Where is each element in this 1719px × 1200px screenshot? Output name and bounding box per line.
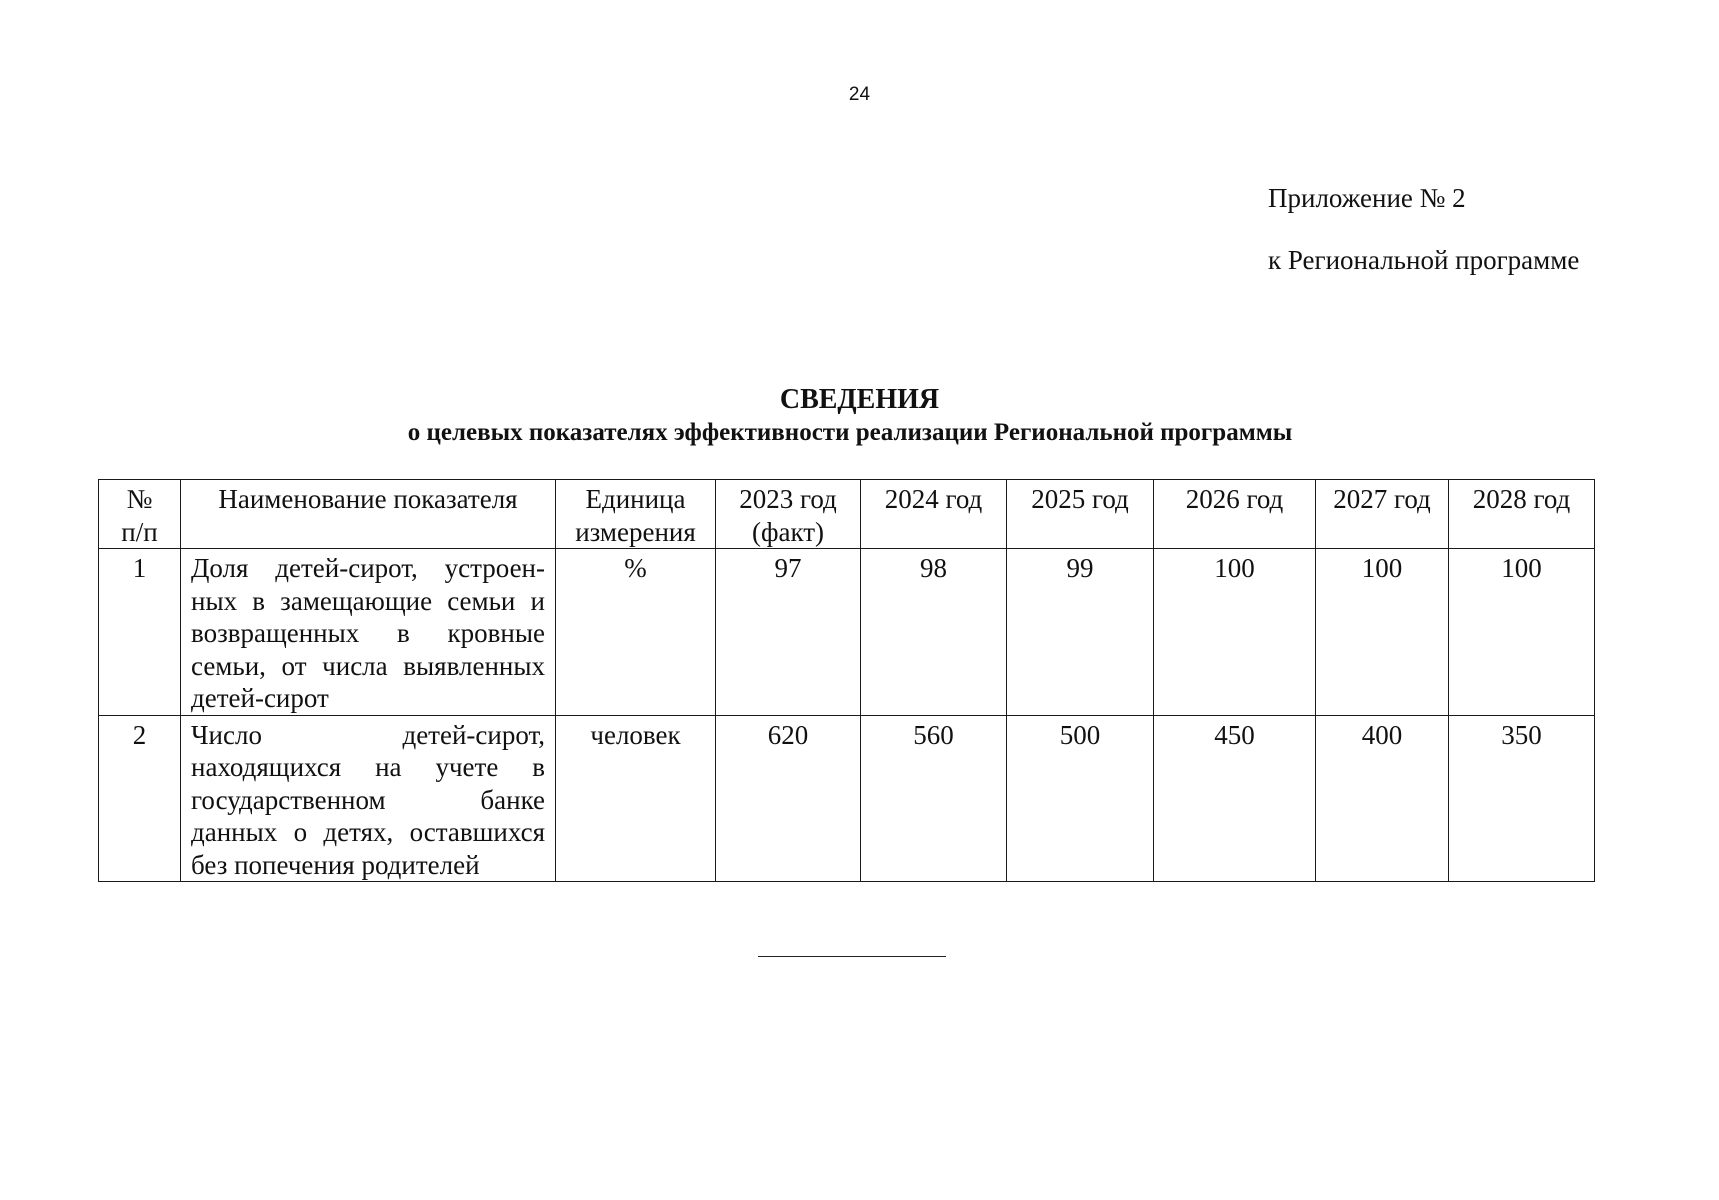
row-indicator-name: Число детей-сирот, находящихся на учете в государственном банке данных о детях, оставшихся без попечения родителей [181, 715, 556, 882]
appendix-number: Приложение № 2 [1268, 183, 1466, 213]
row-value-2025: 500 [1007, 715, 1154, 882]
header-num-symbol: № [126, 484, 153, 514]
table-row [99, 715, 1595, 882]
row-value-2026: 450 [1154, 715, 1316, 882]
row-num: 2 [99, 715, 181, 882]
header-unit [556, 480, 716, 549]
row-value-2025: 99 [1007, 549, 1154, 716]
header-2023-year: 2023 год [739, 484, 837, 514]
header-2027: 2027 год [1316, 480, 1449, 549]
row-value-2023: 97 [716, 549, 861, 716]
appendix-program: к Региональной программе [1268, 245, 1580, 275]
header-2023-note: (факт) [751, 516, 825, 547]
row-value-2027: 100 [1316, 549, 1449, 716]
row-value-2023: 620 [716, 715, 861, 882]
document-title: СВЕДЕНИЯ [779, 384, 940, 415]
row-value-2024: 560 [861, 715, 1007, 882]
row-unit: % [556, 549, 716, 716]
header-2026: 2026 год [1154, 480, 1316, 549]
page-number: 24 [848, 84, 871, 105]
table-header-row [99, 480, 1595, 549]
row-unit: человек [556, 715, 716, 882]
table-row [99, 549, 1595, 716]
row-value-2026: 100 [1154, 549, 1316, 716]
appendix-reference [1268, 184, 1579, 274]
header-2024: 2024 год [861, 480, 1007, 549]
header-2023 [716, 480, 861, 549]
header-2028: 2028 год [1449, 480, 1595, 549]
header-unit-line2: измерения [575, 516, 696, 547]
header-unit-line1: Единица [585, 484, 686, 514]
header-num-abbr: п/п [121, 516, 158, 547]
row-num: 1 [99, 549, 181, 716]
row-value-2028: 350 [1449, 715, 1595, 882]
header-num [99, 480, 181, 549]
row-indicator-name: Доля детей-сирот, устроен-ных в замещающие семьи и возвращенных в кровные семьи, от числа выявленных детей-сирот [181, 549, 556, 716]
indicators-table [98, 479, 1595, 882]
end-of-document-rule [758, 956, 946, 957]
header-2025: 2025 год [1007, 480, 1154, 549]
row-value-2027: 400 [1316, 715, 1449, 882]
document-subtitle: о целевых показателях эффективности реализации Региональной программы [407, 419, 1293, 446]
row-value-2024: 98 [861, 549, 1007, 716]
row-value-2028: 100 [1449, 549, 1595, 716]
header-name: Наименование показателя [181, 480, 556, 549]
